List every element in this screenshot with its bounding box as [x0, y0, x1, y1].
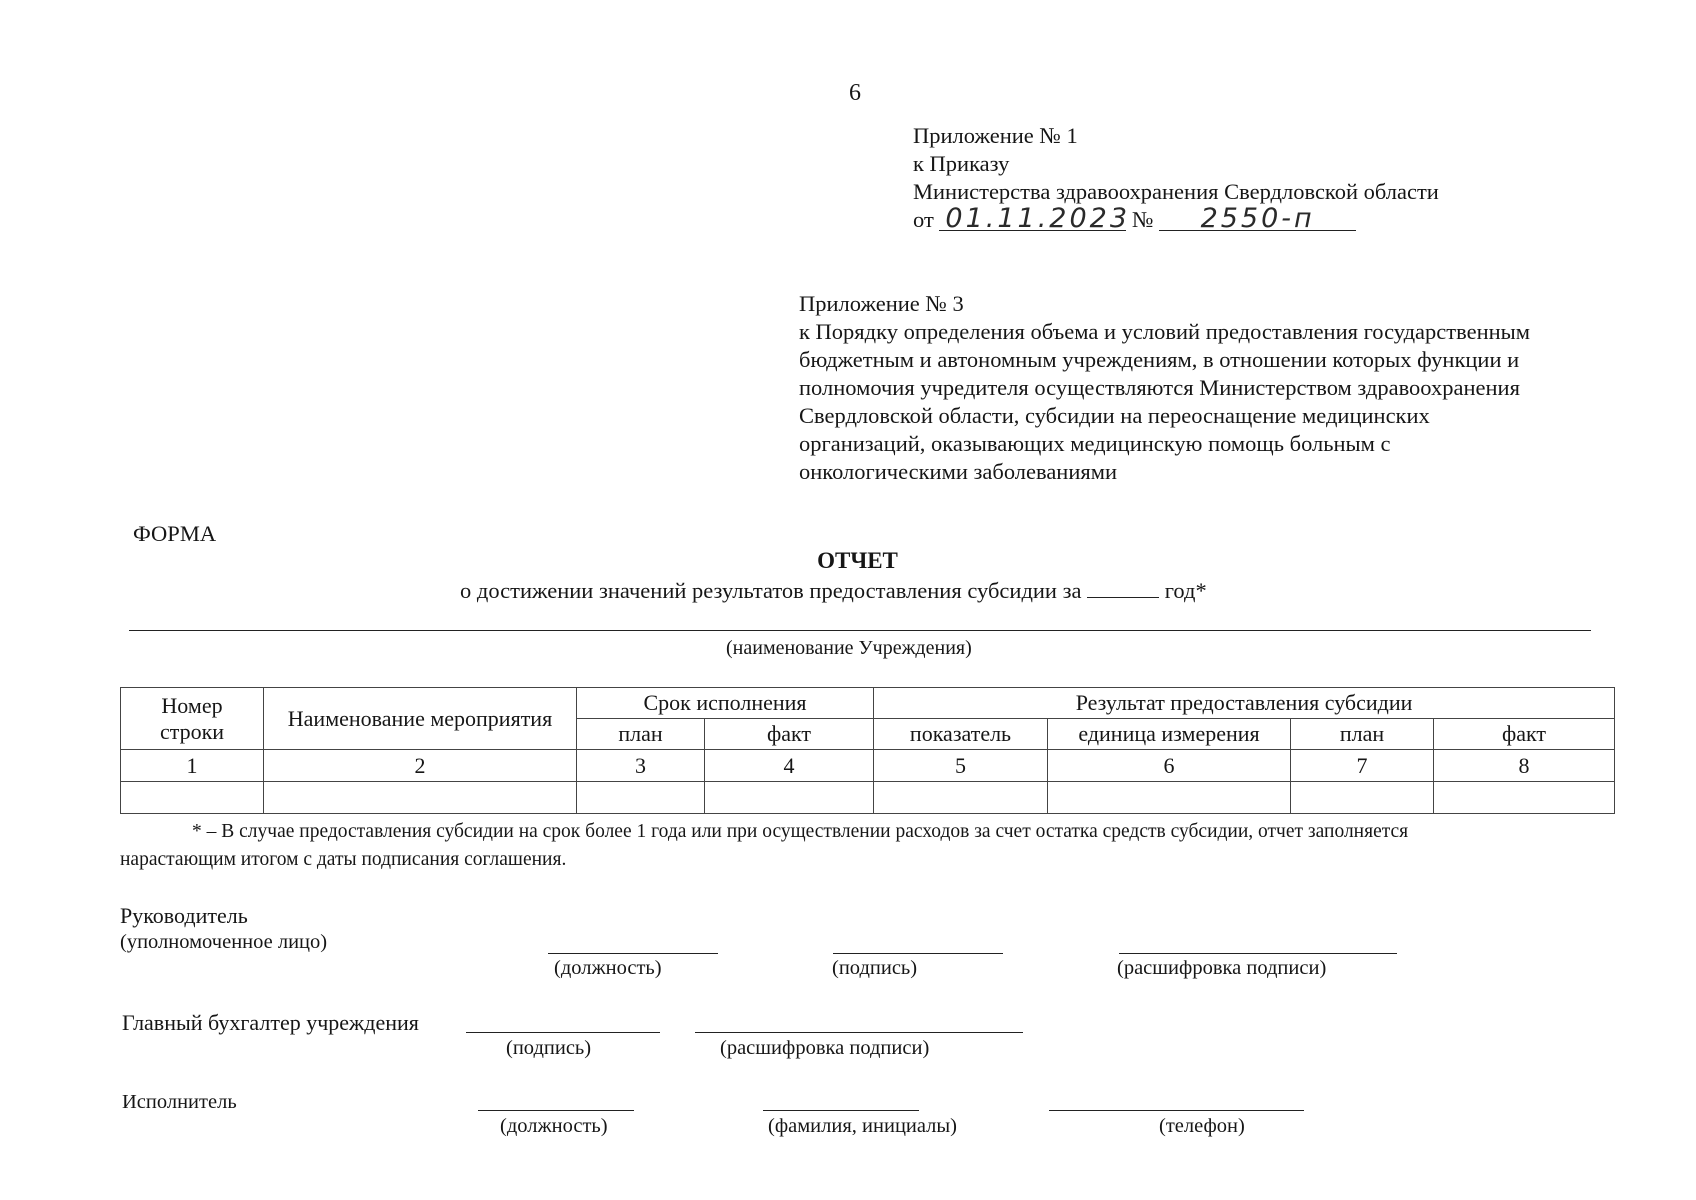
appendix-1-order-ref: к Приказу — [913, 151, 1010, 176]
organization-caption: (наименование Учреждения) — [726, 637, 972, 659]
table-cell — [705, 782, 874, 814]
report-subtitle-text: о достижении значений результатов предоставления субсидии за — [460, 578, 1082, 603]
executor-name-line — [763, 1110, 919, 1111]
footnote-line-1: * – В случае предоставления субсидии на срок более 1 года или при осуществлении расходов за счет остатка средств субсидии, отчет заполняется — [192, 821, 1409, 842]
date-prefix: от — [913, 207, 934, 232]
subheader-plan: план — [577, 719, 705, 750]
appendix-3-title: Приложение № 3 — [799, 291, 964, 316]
executor-position-caption: (должность) — [500, 1115, 608, 1137]
table-cell — [874, 782, 1048, 814]
appendix-1-title: Приложение № 1 — [913, 123, 1078, 148]
executor-phone-line — [1049, 1110, 1304, 1111]
header-deadline: Срок исполнения — [577, 688, 874, 719]
accountant-label: Главный бухгалтер учреждения — [122, 1010, 419, 1035]
appendix-3-line: Свердловской области, субсидии на переоснащение медицинских — [799, 403, 1430, 428]
appendix-3-line: полномочия учредителя осуществляются Министерством здравоохранения — [799, 375, 1520, 400]
executor-name-caption: (фамилия, инициалы) — [768, 1115, 957, 1137]
appendix-3-line: онкологическими заболеваниями — [799, 459, 1118, 484]
report-title: ОТЧЕТ — [817, 548, 898, 573]
table-cell — [264, 782, 577, 814]
header-row-number-line2: строки — [159, 718, 225, 744]
subheader-indicator: показатель — [874, 719, 1048, 750]
column-number: 6 — [1048, 750, 1291, 782]
head-decoding-caption: (расшифровка подписи) — [1117, 957, 1327, 979]
head-signature-line — [833, 953, 1003, 954]
table-cell — [577, 782, 705, 814]
number-prefix: № — [1132, 207, 1154, 232]
appendix-3-line: организаций, оказывающих медицинскую помощь больным с — [799, 431, 1391, 456]
subheader-fact: факт — [1434, 719, 1615, 750]
year-blank — [1087, 579, 1159, 598]
appendix-1-date-line — [913, 203, 1439, 234]
subheader-fact: факт — [705, 719, 874, 750]
header-row-number-line1: Номер — [161, 692, 223, 718]
footnote — [120, 818, 1600, 874]
table-column-numbers-row — [121, 750, 1615, 782]
page-number: 6 — [849, 80, 861, 106]
column-number: 5 — [874, 750, 1048, 782]
organization-name-line — [129, 630, 1591, 631]
accountant-decoding-caption: (расшифровка подписи) — [720, 1037, 930, 1059]
handwritten-date: 01.11.2023 — [939, 208, 1126, 231]
head-sublabel: (уполномоченное лицо) — [120, 931, 328, 953]
footnote-line-2: нарастающим итогом с даты подписания соглашения. — [120, 849, 567, 870]
accountant-signature-caption: (подпись) — [506, 1037, 592, 1059]
table-header-row — [121, 688, 1615, 719]
handwritten-order-number: 2550-п — [1159, 208, 1356, 231]
report-table — [120, 687, 1615, 814]
appendix-1-ministry: Министерства здравоохранения Свердловской области — [913, 179, 1439, 204]
table-cell — [1434, 782, 1615, 814]
appendix-1-header — [913, 122, 1439, 234]
header-result: Результат предоставления субсидии — [874, 688, 1615, 719]
executor-label: Исполнитель — [122, 1091, 237, 1113]
table-cell — [1291, 782, 1434, 814]
head-signature-caption: (подпись) — [832, 957, 918, 979]
subheader-plan: план — [1291, 719, 1434, 750]
header-event-name: Наименование мероприятия — [264, 688, 577, 750]
table-cell — [121, 782, 264, 814]
form-label: ФОРМА — [133, 521, 217, 546]
column-number: 8 — [1434, 750, 1615, 782]
executor-phone-caption: (телефон) — [1159, 1115, 1245, 1137]
column-number: 3 — [577, 750, 705, 782]
appendix-3-line: бюджетным и автономным учреждениям, в отношении которых функции и — [799, 347, 1520, 372]
head-label: Руководитель — [120, 903, 248, 928]
column-number: 4 — [705, 750, 874, 782]
appendix-3-line: к Порядку определения объема и условий предоставления государственным — [799, 319, 1531, 344]
column-number: 7 — [1291, 750, 1434, 782]
header-row-number — [121, 688, 264, 750]
subheader-unit: единица измерения — [1048, 719, 1291, 750]
head-position-caption: (должность) — [554, 957, 662, 979]
accountant-decoding-line — [695, 1032, 1023, 1033]
executor-position-line — [478, 1110, 634, 1111]
table-empty-row — [121, 782, 1615, 814]
accountant-signature-line — [466, 1032, 660, 1033]
report-subtitle — [460, 578, 1207, 604]
head-position-line — [548, 953, 718, 954]
table-cell — [1048, 782, 1291, 814]
appendix-3-header — [799, 290, 1619, 486]
column-number: 2 — [264, 750, 577, 782]
column-number: 1 — [121, 750, 264, 782]
report-subtitle-year: год* — [1164, 578, 1207, 603]
head-decoding-line — [1119, 953, 1397, 954]
